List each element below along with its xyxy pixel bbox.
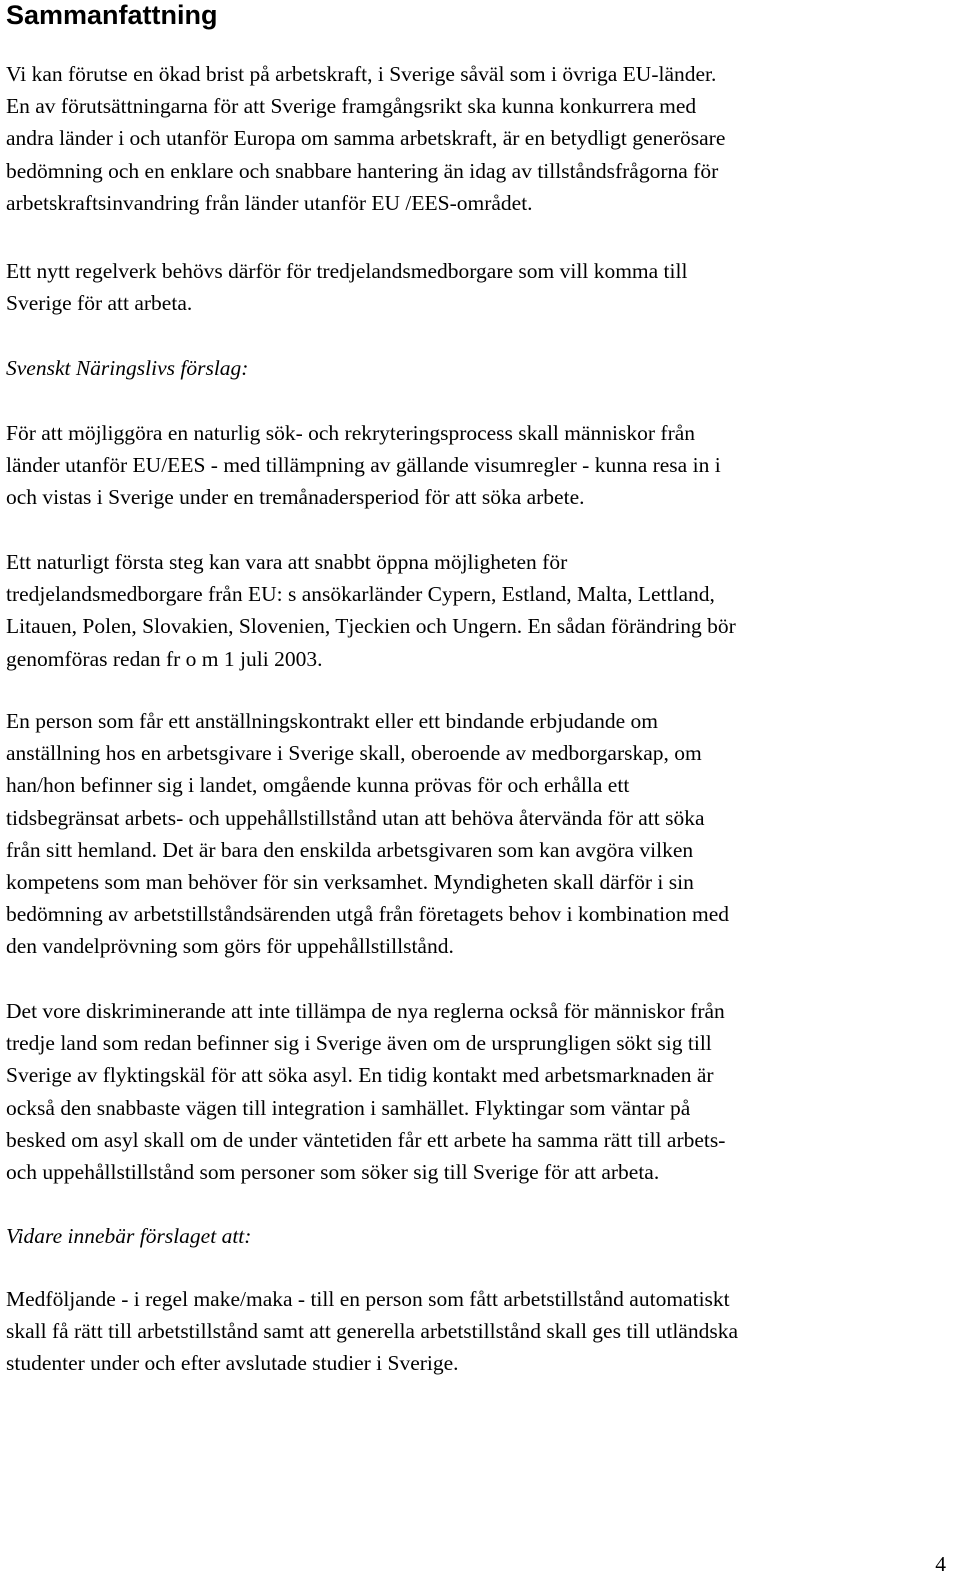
text-line: kompetens som man behöver för sin verksamhet. Myndigheten skall därför i sin — [6, 870, 694, 895]
proposal-subheading — [6, 352, 951, 384]
text-line: Medföljande - i regel make/maka - till en person som fått arbetstillstånd automatiskt — [6, 1287, 730, 1311]
text-line: Sverige för att arbeta. — [6, 291, 193, 316]
text-line: Vi kan förutse en ökad brist på arbetskraft, i Sverige såväl som i övriga EU-länder. — [6, 62, 717, 86]
text-line: han/hon befinner sig i landet, omgående kunna prövas för och erhålla ett — [6, 773, 630, 798]
text-line: också den snabbaste vägen till integration i samhället. Flyktingar som väntar på — [6, 1095, 691, 1120]
text-line: länder utanför EU/EES - med tillämpning av gällande visumregler - kunna resa in i — [6, 453, 721, 478]
text-line: den vandelprövning som görs för uppehållstillstånd. — [6, 934, 454, 959]
text-line: För att möjliggöra en naturlig sök- och rekryteringsprocess skall människor från — [6, 421, 696, 445]
further-subheading — [6, 1220, 951, 1252]
paragraph-employment-contract — [6, 705, 951, 963]
paragraph-accompanying — [6, 1283, 951, 1380]
text-line: Ett naturligt första steg kan vara att snabbt öppna möjligheten för — [6, 550, 568, 574]
text-line: och vistas i Sverige under en tremånadersperiod för att söka arbete. — [6, 485, 585, 510]
text-line: Litauen, Polen, Slovakien, Slovenien, Tjeckien och Ungern. En sådan förändring bör — [6, 614, 736, 639]
text-line: bedömning och en enklare och snabbare hantering än idag av tillståndsfrågorna för — [6, 158, 719, 183]
text-line: besked om asyl skall om de under väntetiden får ett arbete ha samma rätt till arbets- — [6, 1127, 726, 1152]
paragraph-first-step — [6, 546, 951, 675]
paragraph-recruitment-process — [6, 417, 951, 514]
text-line: arbetskraftsinvandring från länder utanför EU /EES-området. — [6, 190, 533, 215]
page-number: 4 — [935, 1552, 946, 1576]
paragraph-new-regulations — [6, 255, 951, 319]
text-line: anställning hos en arbetsgivare i Sverige skall, oberoende av medborgarskap, om — [6, 741, 702, 766]
text-line: Det vore diskriminerande att inte tillämpa de nya reglerna också för människor från — [6, 999, 725, 1023]
text-line: studenter under och efter avslutade studier i Sverige. — [6, 1351, 459, 1376]
text-line: tredje land som redan befinner sig i Sverige även om de ursprungligen sökt sig till — [6, 1031, 712, 1056]
section-heading: Sammanfattning — [6, 0, 218, 30]
text-line: andra länder i och utanför Europa om samma arbetskraft, är en betydligt generösare — [6, 126, 726, 151]
text-line: och uppehållstillstånd som personer som söker sig till Sverige för att arbeta. — [6, 1160, 660, 1185]
text-line: bedömning av arbetstillståndsärenden utgå från företagets behov i kombination med — [6, 902, 730, 927]
paragraph-refugees — [6, 995, 951, 1188]
paragraph-labor-shortage — [6, 58, 951, 219]
text-line: från sitt hemland. Det är bara den enskilda arbetsgivaren som kan avgöra vilken — [6, 837, 694, 862]
text-line: En av förutsättningarna för att Sverige framgångsrikt ska kunna konkurrera med — [6, 94, 697, 119]
text-line: Sverige av flyktingskäl för att söka asyl. En tidig kontakt med arbetsmarknaden är — [6, 1063, 714, 1088]
text-line: Ett nytt regelverk behövs därför för tredjelandsmedborgare som vill komma till — [6, 259, 688, 283]
text-line: genomföras redan fr o m 1 juli 2003. — [6, 646, 323, 671]
text-line: tredjelandsmedborgare från EU: s ansökarländer Cypern, Estland, Malta, Lettland, — [6, 582, 715, 607]
text-line: skall få rätt till arbetstillstånd samt att generella arbetstillstånd skall ges till utländska — [6, 1319, 739, 1344]
text-line: Vidare innebär förslaget att: — [6, 1224, 252, 1248]
text-line: tidsbegränsat arbets- och uppehållstillstånd utan att behöva återvända för att söka — [6, 805, 705, 830]
text-line: Svenskt Näringslivs förslag: — [6, 356, 249, 380]
text-line: En person som får ett anställningskontrakt eller ett bindande erbjudande om — [6, 709, 658, 733]
